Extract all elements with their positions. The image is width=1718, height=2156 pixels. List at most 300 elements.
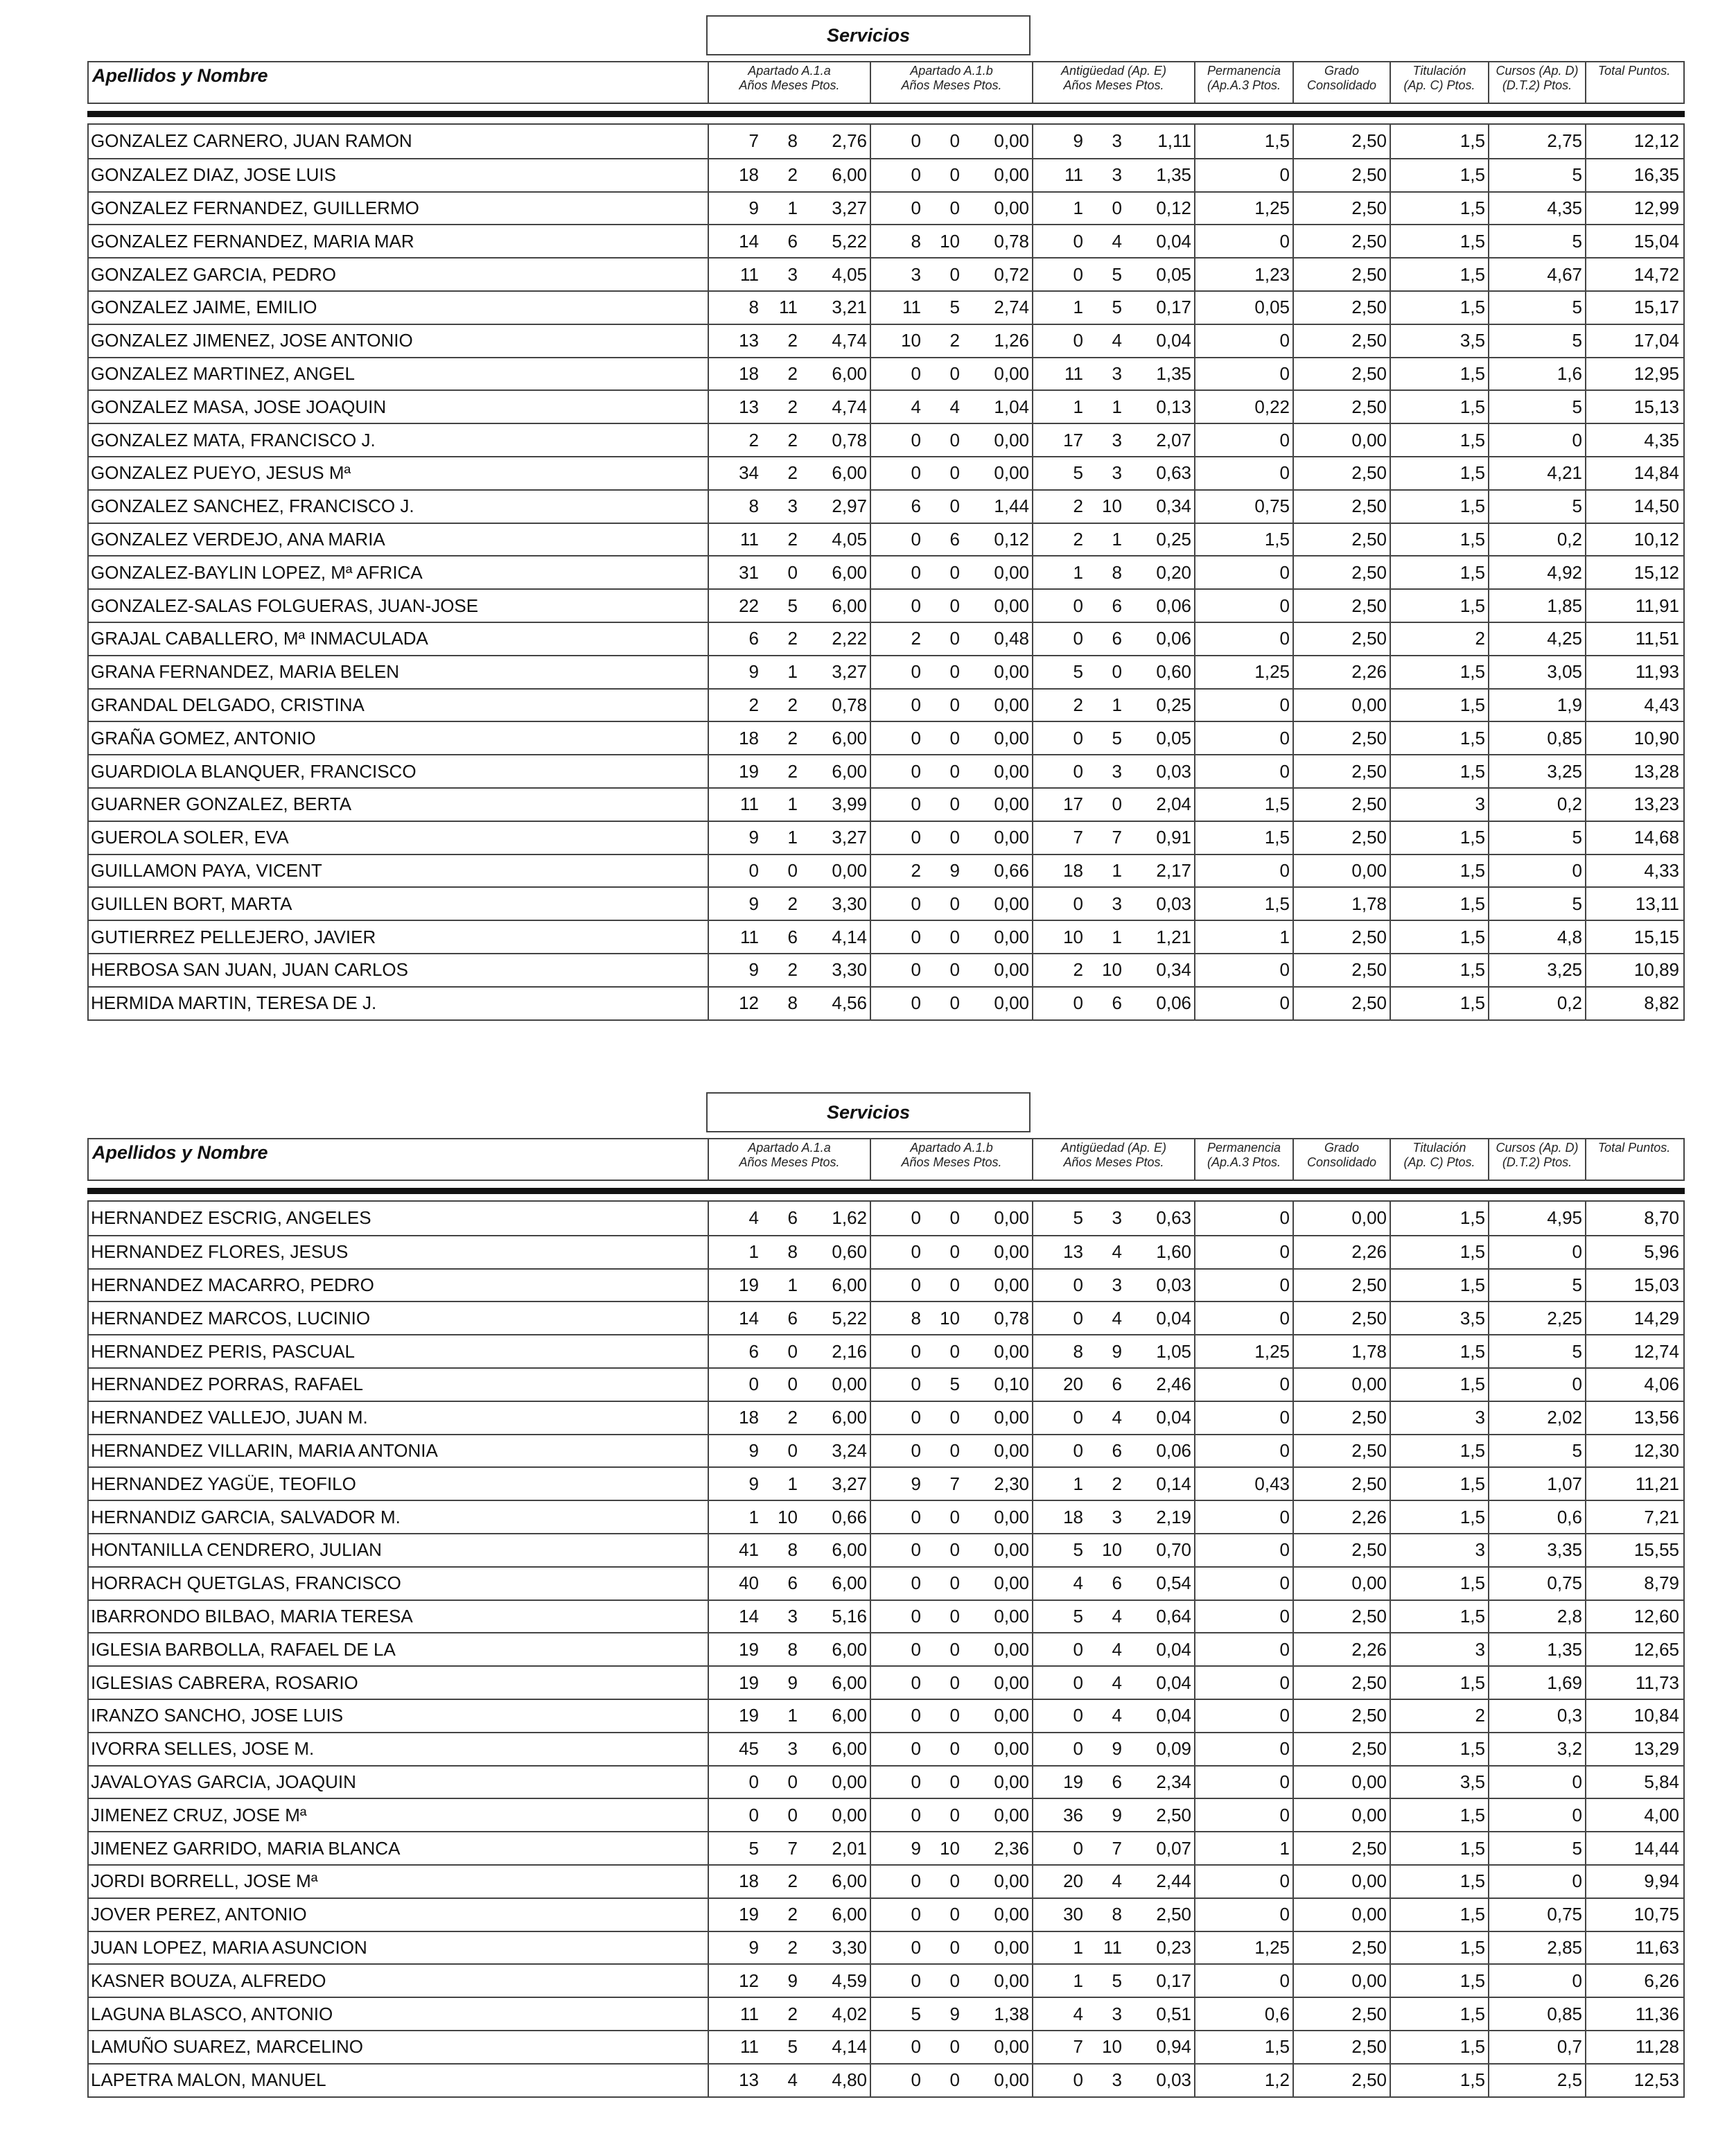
- cell-tot: 15,55: [1585, 1534, 1682, 1566]
- cell-name: HERNANDEZ ESCRIG, ANGELES: [91, 1207, 371, 1229]
- cell-a1a: [708, 1965, 870, 1997]
- cell-name: HERNANDEZ VALLEJO, JUAN M.: [91, 1407, 368, 1428]
- cell-a1a-months: 0: [787, 1374, 798, 1395]
- table-row: [89, 1268, 1683, 1302]
- cell-a1a-months: 6: [787, 230, 798, 252]
- cell-ant: [1032, 855, 1194, 887]
- cell-grado: 2,50: [1292, 1733, 1390, 1765]
- cell-ant: [1032, 1369, 1194, 1401]
- cell-ant: [1032, 1534, 1194, 1566]
- cell-a1a-months: 7: [787, 1837, 798, 1859]
- cell-a1b-points: 1,26: [994, 330, 1029, 351]
- cell-tit: 1,5: [1390, 1866, 1488, 1898]
- cell-tit: 3: [1390, 1633, 1488, 1665]
- cell-ant-months: 3: [1112, 429, 1122, 450]
- header-a1b: [870, 1139, 1032, 1180]
- cell-grado: 0,00: [1292, 1899, 1390, 1931]
- cell-a1b-months: 0: [949, 893, 960, 914]
- cell-ant-years: 0: [1073, 1638, 1083, 1660]
- cell-a1a-months: 1: [787, 1705, 798, 1726]
- cell-ant-years: 2: [1073, 528, 1083, 550]
- cell-ant-points: 0,34: [1156, 496, 1191, 517]
- cell-a1b-years: 0: [911, 1340, 921, 1362]
- cell-a1b-points: 2,30: [994, 1473, 1029, 1494]
- header-grado: [1292, 62, 1390, 103]
- header-name: Apellidos y Nombre: [92, 65, 268, 86]
- cell-a1b-points: 0,00: [994, 1970, 1029, 1991]
- cell-a1b: [870, 524, 1032, 556]
- cell-a1b-points: 0,00: [994, 1340, 1029, 1362]
- cell-cur: 3,25: [1488, 954, 1585, 986]
- cell-ant: [1032, 954, 1194, 986]
- cell-a1b-months: 0: [949, 1274, 960, 1295]
- cell-perm: 0: [1194, 623, 1292, 655]
- cell-ant-months: 3: [1112, 362, 1122, 384]
- cell-name: GRANDAL DELGADO, CRISTINA: [91, 694, 365, 715]
- cell-a1b-points: 0,00: [994, 362, 1029, 384]
- cell-name: LAGUNA BLASCO, ANTONIO: [91, 2003, 333, 2024]
- cell-a1b-months: 0: [949, 1904, 960, 1925]
- cell-cur: 5: [1488, 292, 1585, 324]
- cell-a1a: [708, 722, 870, 754]
- cell-a1b: [870, 1236, 1032, 1268]
- cell-a1a-months: 6: [787, 1207, 798, 1229]
- cell-a1b-years: 0: [911, 164, 921, 186]
- cell-a1a-months: 6: [787, 1572, 798, 1594]
- header-ant: [1032, 1139, 1194, 1180]
- cell-ant-months: 7: [1112, 1837, 1122, 1859]
- cell-a1a-months: 0: [787, 1771, 798, 1792]
- cell-tot: 16,35: [1585, 159, 1682, 191]
- cell-ant-months: 9: [1112, 1804, 1122, 1825]
- cell-a1b: [870, 193, 1032, 225]
- cell-ant-years: 1: [1073, 561, 1083, 583]
- cell-cur: 0: [1488, 1799, 1585, 1831]
- cell-cur: 1,6: [1488, 358, 1585, 390]
- cell-a1b-points: 0,00: [994, 1605, 1029, 1627]
- cell-perm: 0: [1194, 1899, 1292, 1931]
- cell-name: LAPETRA MALON, MANUEL: [91, 2069, 326, 2091]
- cell-a1a-months: 4: [787, 2069, 798, 2091]
- table-row: [89, 523, 1683, 556]
- cell-a1a-months: 9: [787, 1970, 798, 1991]
- cell-tit: 1,5: [1390, 1733, 1488, 1765]
- cell-a1a-years: 8: [748, 297, 759, 318]
- header-tit-line1: Titulación: [1412, 64, 1466, 78]
- cell-a1b-years: 0: [911, 528, 921, 550]
- cell-a1b: [870, 1369, 1032, 1401]
- table-row: [89, 1367, 1683, 1401]
- cell-ant-months: 3: [1112, 893, 1122, 914]
- cell-perm: 0: [1194, 424, 1292, 456]
- cell-ant-years: 0: [1073, 2069, 1083, 2091]
- cell-a1a-points: 2,16: [832, 1340, 867, 1362]
- cell-a1b-years: 0: [911, 197, 921, 218]
- cell-tit: 1,5: [1390, 590, 1488, 622]
- cell-perm: 0: [1194, 755, 1292, 787]
- cell-ant: [1032, 623, 1194, 655]
- cell-a1a-months: 2: [787, 362, 798, 384]
- cell-a1b-points: 0,72: [994, 263, 1029, 285]
- cell-a1b-years: 0: [911, 362, 921, 384]
- cell-a1a-points: 6,00: [832, 1539, 867, 1561]
- cell-a1a-months: 2: [787, 164, 798, 186]
- cell-ant-points: 2,50: [1156, 1904, 1191, 1925]
- cell-a1a: [708, 1998, 870, 2030]
- cell-a1a-years: 9: [748, 1439, 759, 1461]
- cell-cur: 3,35: [1488, 1534, 1585, 1566]
- cell-a1a-points: 2,22: [832, 628, 867, 649]
- cell-perm: 0: [1194, 1568, 1292, 1600]
- cell-name: GUARNER GONZALEZ, BERTA: [91, 794, 352, 815]
- table-row: [89, 821, 1683, 854]
- cell-a1b-years: 0: [911, 130, 921, 152]
- cell-a1b: [870, 1270, 1032, 1302]
- cell-a1a: [708, 159, 870, 191]
- cell-perm: 0,43: [1194, 1468, 1292, 1500]
- cell-perm: 0: [1194, 1302, 1292, 1334]
- cell-tit: 2: [1390, 1700, 1488, 1732]
- cell-name: GRANA FERNANDEZ, MARIA BELEN: [91, 661, 399, 683]
- cell-a1a: [708, 623, 870, 655]
- cell-a1b-years: 11: [902, 297, 921, 318]
- cell-a1b-points: 0,00: [994, 1771, 1029, 1792]
- cell-a1a-points: 6,00: [832, 1638, 867, 1660]
- cell-perm: 1,25: [1194, 1335, 1292, 1367]
- cell-ant-points: 0,70: [1156, 1539, 1191, 1561]
- cell-tot: 11,93: [1585, 656, 1682, 688]
- cell-a1b-months: 0: [949, 263, 960, 285]
- cell-grado: 2,50: [1292, 391, 1390, 423]
- header-cur-line1: Cursos (Ap. D): [1496, 64, 1579, 78]
- table-row: [89, 456, 1683, 489]
- column-header-row: [87, 1138, 1685, 1181]
- cell-a1b-years: 0: [911, 2036, 921, 2058]
- header-cur-line1: Cursos (Ap. D): [1496, 1141, 1579, 1155]
- cell-a1a: [708, 1501, 870, 1533]
- table-row: [89, 1831, 1683, 1864]
- cell-a1a-months: 8: [787, 1241, 798, 1263]
- cell-ant-points: 0,04: [1156, 1307, 1191, 1329]
- cell-perm: 1: [1194, 1832, 1292, 1864]
- cell-a1b: [870, 822, 1032, 854]
- cell-a1a: [708, 1236, 870, 1268]
- cell-ant: [1032, 656, 1194, 688]
- table-row: [89, 1533, 1683, 1566]
- cell-ant-points: 0,06: [1156, 595, 1191, 616]
- cell-a1a-points: 6,00: [832, 1572, 867, 1594]
- cell-ant-months: 3: [1112, 164, 1122, 186]
- cell-grado: 2,50: [1292, 755, 1390, 787]
- cell-tit: 1,5: [1390, 1369, 1488, 1401]
- cell-name: HERNANDEZ YAGÜE, TEOFILO: [91, 1473, 356, 1494]
- cell-a1b-years: 0: [911, 2069, 921, 2091]
- cell-a1b-months: 0: [949, 1407, 960, 1428]
- cell-a1b-months: 0: [949, 1207, 960, 1229]
- cell-ant-years: 4: [1073, 1572, 1083, 1594]
- cell-perm: 1,5: [1194, 524, 1292, 556]
- cell-a1b: [870, 1601, 1032, 1633]
- cell-ant: [1032, 690, 1194, 721]
- cell-a1a-years: 18: [739, 1407, 759, 1428]
- cell-a1b-months: 0: [949, 429, 960, 450]
- cell-a1b: [870, 1568, 1032, 1600]
- cell-ant-years: 20: [1063, 1870, 1083, 1892]
- cell-a1b-months: 0: [949, 1638, 960, 1660]
- cell-name: HERNANDIZ GARCIA, SALVADOR M.: [91, 1506, 401, 1527]
- cell-a1a-years: 18: [739, 1870, 759, 1892]
- cell-a1a-months: 2: [787, 528, 798, 550]
- cell-tot: 15,17: [1585, 292, 1682, 324]
- cell-a1b: [870, 1468, 1032, 1500]
- cell-tit: 1,5: [1390, 556, 1488, 588]
- cell-cur: 2,75: [1488, 125, 1585, 158]
- cell-ant-years: 8: [1073, 1340, 1083, 1362]
- cell-a1b-years: 0: [911, 1374, 921, 1395]
- cell-ant-months: 4: [1112, 1672, 1122, 1693]
- cell-a1a: [708, 1335, 870, 1367]
- cell-ant-years: 0: [1073, 1439, 1083, 1461]
- cell-ant-years: 11: [1064, 362, 1083, 384]
- cell-grado: 2,50: [1292, 822, 1390, 854]
- cell-ant-months: 5: [1112, 297, 1122, 318]
- cell-ant: [1032, 1733, 1194, 1765]
- cell-ant-months: 6: [1112, 628, 1122, 649]
- cell-ant-years: 2: [1073, 496, 1083, 517]
- cell-ant-months: 11: [1103, 1936, 1122, 1958]
- cell-ant-months: 6: [1112, 1771, 1122, 1792]
- cell-a1b: [870, 1667, 1032, 1699]
- cell-ant-years: 20: [1063, 1374, 1083, 1395]
- cell-ant: [1032, 1601, 1194, 1633]
- cell-ant: [1032, 325, 1194, 357]
- cell-ant: [1032, 1667, 1194, 1699]
- cell-grado: 2,50: [1292, 159, 1390, 191]
- cell-tit: 1,5: [1390, 1799, 1488, 1831]
- cell-tot: 12,60: [1585, 1601, 1682, 1633]
- cell-ant-years: 10: [1063, 926, 1083, 947]
- cell-name: GONZALEZ PUEYO, JESUS Mª: [91, 462, 351, 484]
- table-row: [89, 1301, 1683, 1334]
- cell-a1a-points: 2,01: [832, 1837, 867, 1859]
- cell-a1a-months: 0: [787, 1340, 798, 1362]
- table-row: [89, 2063, 1683, 2096]
- cell-name: HERBOSA SAN JUAN, JUAN CARLOS: [91, 959, 408, 981]
- cell-a1a: [708, 590, 870, 622]
- cell-a1a-points: 2,76: [832, 130, 867, 152]
- cell-a1b-points: 1,04: [994, 396, 1029, 417]
- cell-a1a-points: 3,24: [832, 1439, 867, 1461]
- cell-perm: 0: [1194, 855, 1292, 887]
- cell-ant-points: 2,34: [1156, 1771, 1191, 1792]
- cell-name: GUARDIOLA BLANQUER, FRANCISCO: [91, 760, 417, 782]
- cell-a1b-points: 0,00: [994, 926, 1029, 947]
- cell-ant-years: 5: [1073, 1605, 1083, 1627]
- cell-a1b-months: 0: [949, 496, 960, 517]
- cell-a1b-years: 0: [911, 462, 921, 484]
- cell-cur: 3,05: [1488, 656, 1585, 688]
- cell-perm: 1,25: [1194, 193, 1292, 225]
- data-table: [87, 123, 1685, 1021]
- header-grado-line1: Grado: [1324, 64, 1360, 78]
- cell-grado: 2,50: [1292, 623, 1390, 655]
- cell-name: GONZALEZ GARCIA, PEDRO: [91, 263, 336, 285]
- table-row: [89, 1466, 1683, 1500]
- cell-name: GRAÑA GOMEZ, ANTONIO: [91, 727, 316, 748]
- cell-a1a-years: 11: [740, 926, 759, 947]
- table-row: [89, 754, 1683, 787]
- cell-a1b-months: 0: [949, 926, 960, 947]
- cell-ant-points: 1,35: [1156, 164, 1191, 186]
- cell-ant-points: 0,63: [1156, 462, 1191, 484]
- cell-tit: 1,5: [1390, 391, 1488, 423]
- cell-cur: 4,8: [1488, 921, 1585, 953]
- cell-a1a-months: 3: [787, 1605, 798, 1627]
- cell-ant-months: 0: [1112, 197, 1122, 218]
- cell-grado: 2,50: [1292, 954, 1390, 986]
- header-a1b-line2: Años Meses Ptos.: [901, 78, 1002, 92]
- cell-a1a: [708, 755, 870, 787]
- cell-ant-years: 7: [1073, 2036, 1083, 2058]
- cell-ant: [1032, 159, 1194, 191]
- cell-a1b: [870, 1402, 1032, 1434]
- cell-a1b-months: 0: [949, 1870, 960, 1892]
- cell-a1a-points: 0,00: [832, 859, 867, 881]
- cell-ant: [1032, 1932, 1194, 1964]
- cell-ant-months: 6: [1112, 1572, 1122, 1594]
- cell-ant-years: 0: [1073, 727, 1083, 748]
- cell-perm: 0: [1194, 954, 1292, 986]
- cell-ant-years: 0: [1073, 992, 1083, 1014]
- cell-name: IGLESIA BARBOLLA, RAFAEL DE LA: [91, 1638, 396, 1660]
- cell-a1b-years: 0: [911, 926, 921, 947]
- cell-a1a-months: 2: [787, 893, 798, 914]
- cell-grado: 0,00: [1292, 1767, 1390, 1798]
- cell-name: GONZALEZ MATA, FRANCISCO J.: [91, 429, 376, 450]
- cell-ant: [1032, 1302, 1194, 1334]
- table-row: [89, 688, 1683, 721]
- cell-a1a: [708, 1700, 870, 1732]
- cell-tot: 10,75: [1585, 1899, 1682, 1931]
- cell-a1b-points: 0,00: [994, 992, 1029, 1014]
- cell-a1a-points: 4,56: [832, 992, 867, 1014]
- cell-a1a: [708, 325, 870, 357]
- cell-ant-months: 4: [1112, 1307, 1122, 1329]
- cell-perm: 0: [1194, 1202, 1292, 1235]
- cell-a1a-months: 1: [787, 661, 798, 683]
- table-row: [89, 1963, 1683, 1997]
- cell-ant-points: 2,50: [1156, 1804, 1191, 1825]
- cell-ant-years: 1: [1073, 1473, 1083, 1494]
- cell-tot: 9,94: [1585, 1866, 1682, 1898]
- cell-perm: 0: [1194, 590, 1292, 622]
- cell-a1b-points: 0,00: [994, 794, 1029, 815]
- header-perm: [1194, 1139, 1292, 1180]
- cell-tot: 5,84: [1585, 1767, 1682, 1798]
- cell-a1b-points: 0,00: [994, 1506, 1029, 1527]
- cell-grado: 2,50: [1292, 457, 1390, 489]
- cell-a1b-points: 0,00: [994, 1804, 1029, 1825]
- cell-tit: 1,5: [1390, 822, 1488, 854]
- cell-a1a-months: 2: [787, 330, 798, 351]
- cell-a1b-years: 0: [911, 1407, 921, 1428]
- cell-a1b: [870, 855, 1032, 887]
- header-divider: [87, 1188, 1685, 1194]
- cell-cur: 4,95: [1488, 1202, 1585, 1235]
- cell-a1a-years: 19: [739, 1672, 759, 1693]
- cell-a1a-years: 19: [739, 760, 759, 782]
- cell-tit: 1,5: [1390, 524, 1488, 556]
- header-a1a: [708, 62, 870, 103]
- cell-cur: 5: [1488, 822, 1585, 854]
- cell-a1a-years: 19: [739, 1638, 759, 1660]
- cell-ant-months: 5: [1112, 263, 1122, 285]
- cell-tot: 6,26: [1585, 1965, 1682, 1997]
- cell-name: GUILLEN BORT, MARTA: [91, 893, 292, 914]
- cell-a1a-points: 3,27: [832, 1473, 867, 1494]
- cell-a1a-months: 1: [787, 827, 798, 848]
- cell-a1a-years: 2: [748, 429, 759, 450]
- cell-name: IRANZO SANCHO, JOSE LUIS: [91, 1705, 344, 1726]
- cell-tit: 1,5: [1390, 358, 1488, 390]
- table-row: [89, 1665, 1683, 1699]
- cell-ant-points: 1,21: [1156, 926, 1191, 947]
- cell-ant-years: 1: [1073, 1936, 1083, 1958]
- cell-a1a-months: 2: [787, 1904, 798, 1925]
- cell-ant: [1032, 491, 1194, 523]
- cell-ant: [1032, 457, 1194, 489]
- cell-grado: 1,78: [1292, 888, 1390, 920]
- cell-ant-years: 0: [1073, 1274, 1083, 1295]
- cell-perm: 0: [1194, 722, 1292, 754]
- cell-ant-months: 0: [1112, 794, 1122, 815]
- header-perm-line1: Permanencia: [1207, 64, 1281, 78]
- cell-a1a-points: 6,00: [832, 1870, 867, 1892]
- cell-tot: 17,04: [1585, 325, 1682, 357]
- cell-cur: 1,9: [1488, 690, 1585, 721]
- table-row: [89, 1898, 1683, 1931]
- cell-a1a: [708, 1468, 870, 1500]
- cell-a1a-points: 6,00: [832, 1904, 867, 1925]
- cell-a1a-points: 4,74: [832, 396, 867, 417]
- cell-a1b-years: 0: [911, 727, 921, 748]
- cell-perm: 0: [1194, 1667, 1292, 1699]
- cell-a1a-points: 6,00: [832, 1738, 867, 1760]
- cell-a1a-months: 0: [787, 859, 798, 881]
- cell-ant-months: 3: [1112, 760, 1122, 782]
- cell-a1b-points: 0,00: [994, 1439, 1029, 1461]
- cell-name: GRAJAL CABALLERO, Mª INMACULADA: [91, 628, 428, 649]
- cell-a1a: [708, 125, 870, 158]
- cell-grado: 2,50: [1292, 1700, 1390, 1732]
- cell-ant-years: 2: [1073, 959, 1083, 981]
- header-a1b-line1: Apartado A.1.b: [910, 1141, 993, 1155]
- cell-a1a-years: 0: [748, 1804, 759, 1825]
- cell-ant-months: 1: [1112, 528, 1122, 550]
- cell-a1b: [870, 1633, 1032, 1665]
- cell-a1a: [708, 988, 870, 1019]
- cell-a1b-points: 1,44: [994, 496, 1029, 517]
- cell-a1a: [708, 193, 870, 225]
- cell-a1a-years: 11: [740, 263, 759, 285]
- cell-a1b-months: 0: [949, 827, 960, 848]
- cell-a1a-months: 2: [787, 694, 798, 715]
- cell-tot: 10,84: [1585, 1700, 1682, 1732]
- cell-tot: 14,72: [1585, 258, 1682, 290]
- cell-a1a-months: 2: [787, 1936, 798, 1958]
- cell-a1a-points: 3,99: [832, 794, 867, 815]
- cell-a1a-months: 3: [787, 1738, 798, 1760]
